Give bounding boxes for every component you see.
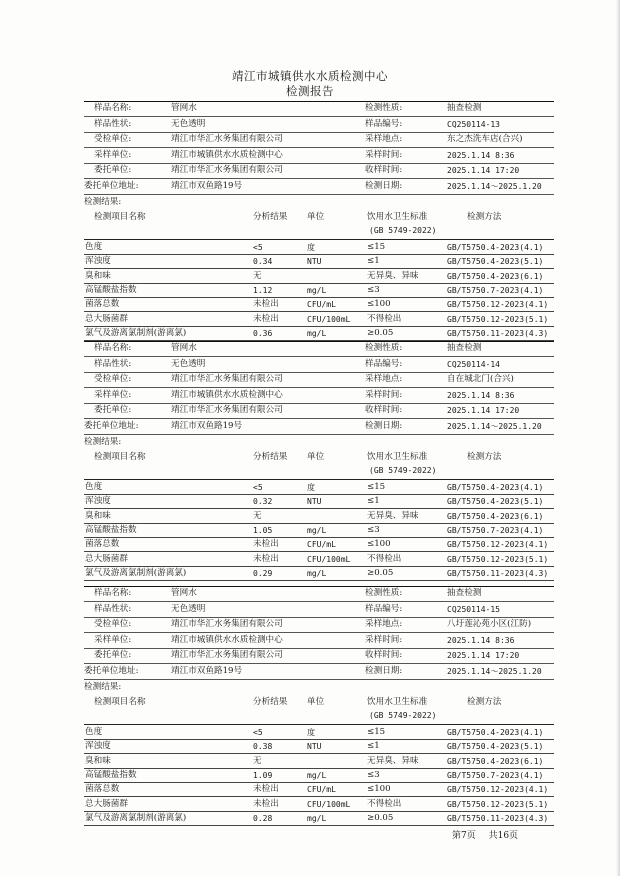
result-row bbox=[84, 255, 554, 268]
item-standard: 无异臭、异味 bbox=[367, 270, 419, 281]
info-row-rule bbox=[84, 679, 554, 680]
item-name: 菌落总数 bbox=[85, 299, 120, 310]
info-row bbox=[84, 373, 554, 386]
item-name: 色度 bbox=[85, 242, 103, 252]
item-name: 菌落总数 bbox=[85, 784, 120, 795]
item-name: 高锰酸盐指数 bbox=[85, 284, 137, 295]
result-row bbox=[84, 284, 554, 297]
item-name: 高锰酸盐指数 bbox=[85, 769, 137, 780]
result-row bbox=[84, 812, 554, 825]
info-row bbox=[84, 634, 554, 647]
results-column-header bbox=[84, 696, 554, 722]
col-standard: 饮用水卫生标准 bbox=[367, 452, 428, 462]
sample-no-label: 样品编号: bbox=[365, 118, 403, 129]
info-row bbox=[84, 649, 554, 662]
info-row bbox=[84, 420, 554, 433]
sample-name-label: 样品名称: bbox=[94, 343, 132, 353]
item-unit: CFU/100mL bbox=[307, 314, 351, 324]
test-date-label: 检测日期: bbox=[365, 180, 403, 191]
item-standard: ≤1 bbox=[367, 256, 380, 267]
result-row bbox=[84, 755, 554, 768]
sample-no-value: CQ250114-15 bbox=[447, 604, 500, 614]
sampling-time-label: 采样时间: bbox=[365, 634, 403, 645]
test-nature-value: 抽查检测 bbox=[447, 588, 482, 598]
item-unit: NTU bbox=[307, 497, 322, 507]
item-result: 0.36 bbox=[253, 328, 273, 338]
item-unit: CFU/mL bbox=[307, 785, 336, 795]
col-standard-code: (GB 5749-2022) bbox=[369, 711, 437, 720]
info-row bbox=[84, 404, 554, 417]
item-unit: CFU/100mL bbox=[307, 554, 351, 564]
item-method: GB/T5750.11-2023(4.3) bbox=[447, 813, 549, 823]
item-name: 臭和味 bbox=[85, 755, 111, 766]
col-result: 分析结果 bbox=[253, 697, 288, 707]
item-method: GB/T5750.4-2023(6.1) bbox=[447, 271, 544, 281]
sample-no-label: 样品编号: bbox=[365, 358, 403, 369]
client-address-value: 靖江市双鱼路19号 bbox=[171, 420, 243, 431]
item-result: 1.12 bbox=[253, 285, 273, 295]
item-standard: 无异臭、异味 bbox=[367, 755, 419, 766]
item-standard: ≤100 bbox=[367, 539, 391, 550]
info-row bbox=[84, 587, 554, 600]
result-row bbox=[84, 270, 554, 283]
sample-name-value: 管网水 bbox=[171, 588, 197, 598]
item-result: 无 bbox=[253, 755, 262, 766]
sampling-time-value: 2025.1.14 8:36 bbox=[447, 150, 515, 160]
result-row bbox=[84, 740, 554, 753]
receive-time-label: 收样时间: bbox=[365, 405, 403, 415]
results-heading bbox=[84, 196, 554, 209]
report-org-title: 靖江市城镇供水水质检测中心 bbox=[232, 69, 388, 83]
inspected-unit-label: 受检单位: bbox=[94, 619, 132, 629]
item-unit: NTU bbox=[307, 742, 322, 752]
info-row bbox=[84, 118, 554, 131]
item-unit: 度 bbox=[307, 243, 315, 252]
sampling-time-label: 采样时间: bbox=[365, 389, 403, 400]
client-unit-label: 委托单位: bbox=[94, 650, 132, 660]
info-row bbox=[84, 102, 554, 115]
sampling-unit-label: 采样单位: bbox=[94, 634, 132, 645]
info-row bbox=[84, 389, 554, 402]
item-standard: ≤15 bbox=[367, 482, 386, 492]
item-name: 总大肠菌群 bbox=[85, 313, 128, 324]
receive-time-value: 2025.1.14 17:20 bbox=[447, 166, 520, 175]
sample-name-value: 管网水 bbox=[171, 343, 197, 353]
sample-nature-value: 无色透明 bbox=[171, 358, 206, 369]
item-method: GB/T5750.4-2023(4.1) bbox=[447, 728, 544, 737]
test-nature-label: 检测性质: bbox=[365, 343, 403, 353]
item-standard: ≤100 bbox=[367, 299, 391, 310]
results-label: 检测结果: bbox=[84, 682, 122, 692]
sampling-site-label: 采样地点: bbox=[365, 134, 403, 144]
col-standard: 饮用水卫生标准 bbox=[367, 212, 428, 222]
item-method: GB/T5750.4-2023(4.1) bbox=[447, 483, 544, 492]
sampling-unit-value: 靖江市城镇供水水质检测中心 bbox=[171, 634, 283, 645]
result-row-rule bbox=[84, 580, 554, 581]
result-row bbox=[84, 524, 554, 537]
item-unit: CFU/mL bbox=[307, 540, 336, 550]
item-unit: mg/L bbox=[307, 328, 327, 338]
item-name: 浑浊度 bbox=[85, 741, 111, 752]
result-row bbox=[84, 327, 554, 340]
page-number: 第7页 bbox=[452, 831, 476, 841]
item-result: 未检出 bbox=[253, 313, 279, 324]
client-unit-value: 靖江市华汇水务集团有限公司 bbox=[171, 650, 283, 660]
inspected-unit-value: 靖江市华汇水务集团有限公司 bbox=[171, 619, 283, 629]
col-standard: 饮用水卫生标准 bbox=[367, 697, 428, 707]
item-method: GB/T5750.12-2023(4.1) bbox=[447, 300, 549, 310]
results-column-header bbox=[84, 451, 554, 477]
test-date-value: 2025.1.14～2025.1.20 bbox=[447, 181, 542, 191]
item-result: <5 bbox=[253, 728, 263, 737]
header-rule bbox=[84, 724, 554, 725]
item-name: 色度 bbox=[85, 727, 103, 737]
item-result: 0.38 bbox=[253, 742, 273, 752]
item-name: 总大肠菌群 bbox=[85, 798, 128, 809]
scan-edge bbox=[616, 0, 620, 876]
item-name: 氯气及游离氯制剂(游离氯) bbox=[85, 812, 187, 823]
item-name: 总大肠菌群 bbox=[85, 553, 128, 564]
col-result: 分析结果 bbox=[253, 212, 288, 222]
client-address-value: 靖江市双鱼路19号 bbox=[171, 180, 243, 191]
item-standard: ≤3 bbox=[367, 284, 380, 295]
item-method: GB/T5750.7-2023(4.1) bbox=[447, 770, 544, 780]
item-name: 菌落总数 bbox=[85, 539, 120, 550]
item-result: 0.34 bbox=[253, 257, 273, 267]
item-name: 浑浊度 bbox=[85, 496, 111, 507]
sampling-site-label: 采样地点: bbox=[365, 374, 403, 384]
result-row bbox=[84, 769, 554, 782]
item-standard: ≤1 bbox=[367, 496, 380, 507]
col-method: 检测方法 bbox=[467, 697, 502, 707]
test-nature-label: 检测性质: bbox=[365, 588, 403, 598]
client-unit-label: 委托单位: bbox=[94, 405, 132, 415]
inspected-unit-value: 靖江市华汇水务集团有限公司 bbox=[171, 374, 283, 384]
item-unit: 度 bbox=[307, 483, 315, 492]
col-method: 检测方法 bbox=[467, 452, 502, 462]
item-standard: ≥0.05 bbox=[367, 327, 394, 338]
item-method: GB/T5750.4-2023(5.1) bbox=[447, 497, 544, 507]
item-method: GB/T5750.12-2023(4.1) bbox=[447, 540, 549, 550]
item-method: GB/T5750.4-2023(4.1) bbox=[447, 243, 544, 252]
client-unit-value: 靖江市华汇水务集团有限公司 bbox=[171, 165, 283, 175]
item-result: 1.05 bbox=[253, 525, 273, 535]
item-unit: mg/L bbox=[307, 568, 327, 578]
item-method: GB/T5750.4-2023(6.1) bbox=[447, 511, 544, 521]
client-address-value: 靖江市双鱼路19号 bbox=[171, 665, 243, 676]
sampling-site-value: 自在城北门(合兴) bbox=[447, 374, 514, 384]
item-standard: ≥0.05 bbox=[367, 812, 394, 823]
sample-no-value: CQ250114-13 bbox=[447, 119, 500, 129]
info-row bbox=[84, 342, 554, 355]
test-nature-label: 检测性质: bbox=[365, 103, 403, 113]
item-name: 浑浊度 bbox=[85, 256, 111, 267]
sampling-site-value: 东之杰洗车店(合兴) bbox=[447, 134, 523, 144]
result-row bbox=[84, 495, 554, 508]
item-standard: ≤15 bbox=[367, 727, 386, 737]
result-row bbox=[84, 241, 554, 254]
item-unit: CFU/mL bbox=[307, 300, 336, 310]
client-address-label: 委托单位地址: bbox=[84, 180, 139, 191]
item-method: GB/T5750.12-2023(4.1) bbox=[447, 785, 549, 795]
result-row bbox=[84, 783, 554, 796]
item-name: 高锰酸盐指数 bbox=[85, 524, 137, 535]
sampling-site-value: 八圩莲沁苑小区(江防) bbox=[447, 619, 532, 629]
item-unit: mg/L bbox=[307, 285, 327, 295]
item-result: 0.28 bbox=[253, 813, 273, 823]
test-nature-value: 抽查检测 bbox=[447, 343, 482, 353]
item-standard: 不得检出 bbox=[367, 553, 402, 564]
receive-time-label: 收样时间: bbox=[365, 650, 403, 660]
info-row-rule bbox=[84, 434, 554, 435]
col-standard-code: (GB 5749-2022) bbox=[369, 226, 437, 235]
item-standard: ≥0.05 bbox=[367, 567, 394, 578]
item-result: 未检出 bbox=[253, 798, 279, 809]
item-result: 无 bbox=[253, 270, 262, 281]
receive-time-value: 2025.1.14 17:20 bbox=[447, 406, 520, 415]
item-unit: mg/L bbox=[307, 770, 327, 780]
results-label: 检测结果: bbox=[84, 197, 122, 207]
item-unit: mg/L bbox=[307, 525, 327, 535]
col-item-name: 检测项目名称 bbox=[94, 697, 146, 707]
test-date-value: 2025.1.14～2025.1.20 bbox=[447, 666, 542, 676]
sample-no-label: 样品编号: bbox=[365, 603, 403, 614]
result-row bbox=[84, 481, 554, 494]
item-unit: 度 bbox=[307, 728, 315, 737]
item-standard: ≤3 bbox=[367, 524, 380, 535]
results-column-header bbox=[84, 211, 554, 237]
item-standard: ≤100 bbox=[367, 784, 391, 795]
item-result: 0.29 bbox=[253, 568, 273, 578]
test-date-value: 2025.1.14～2025.1.20 bbox=[447, 421, 542, 431]
sampling-time-value: 2025.1.14 8:36 bbox=[447, 390, 515, 400]
info-row bbox=[84, 164, 554, 177]
header-rule bbox=[84, 239, 554, 240]
item-name: 臭和味 bbox=[85, 510, 111, 521]
info-row bbox=[84, 133, 554, 146]
item-standard: 不得检出 bbox=[367, 313, 402, 324]
item-unit: NTU bbox=[307, 257, 322, 267]
item-method: GB/T5750.4-2023(6.1) bbox=[447, 756, 544, 766]
item-method: GB/T5750.12-2023(5.1) bbox=[447, 799, 549, 809]
info-row bbox=[84, 180, 554, 193]
result-row bbox=[84, 726, 554, 739]
inspected-unit-label: 受检单位: bbox=[94, 374, 132, 384]
item-standard: 不得检出 bbox=[367, 798, 402, 809]
sample-nature-label: 样品性状: bbox=[94, 603, 132, 614]
info-row-rule bbox=[84, 194, 554, 195]
receive-time-value: 2025.1.14 17:20 bbox=[447, 651, 520, 660]
report-subtitle: 检测报告 bbox=[286, 84, 334, 98]
item-name: 氯气及游离氯制剂(游离氯) bbox=[85, 567, 187, 578]
header-rule bbox=[84, 479, 554, 480]
results-heading bbox=[84, 436, 554, 449]
results-heading bbox=[84, 681, 554, 694]
item-method: GB/T5750.7-2023(4.1) bbox=[447, 525, 544, 535]
col-standard-code: (GB 5749-2022) bbox=[369, 466, 437, 475]
col-unit: 单位 bbox=[307, 212, 325, 222]
sample-nature-label: 样品性状: bbox=[94, 118, 132, 129]
result-row bbox=[84, 798, 554, 811]
item-method: GB/T5750.12-2023(5.1) bbox=[447, 554, 549, 564]
result-row-rule bbox=[84, 825, 554, 826]
col-method: 检测方法 bbox=[467, 212, 502, 222]
client-unit-value: 靖江市华汇水务集团有限公司 bbox=[171, 405, 283, 415]
result-row bbox=[84, 553, 554, 566]
item-standard: ≤1 bbox=[367, 741, 380, 752]
client-address-label: 委托单位地址: bbox=[84, 420, 139, 431]
col-result: 分析结果 bbox=[253, 452, 288, 462]
sample-name-label: 样品名称: bbox=[94, 103, 132, 113]
info-row bbox=[84, 603, 554, 616]
sample-name-label: 样品名称: bbox=[94, 588, 132, 598]
result-row bbox=[84, 510, 554, 523]
info-row bbox=[84, 665, 554, 678]
info-row bbox=[84, 149, 554, 162]
item-standard: ≤15 bbox=[367, 242, 386, 252]
sampling-unit-label: 采样单位: bbox=[94, 389, 132, 400]
item-name: 色度 bbox=[85, 482, 103, 492]
item-standard: ≤3 bbox=[367, 769, 380, 780]
item-result: 未检出 bbox=[253, 553, 279, 564]
result-row bbox=[84, 538, 554, 551]
sampling-unit-label: 采样单位: bbox=[94, 149, 132, 160]
page-footer bbox=[452, 828, 528, 841]
col-item-name: 检测项目名称 bbox=[94, 212, 146, 222]
info-row bbox=[84, 618, 554, 631]
sample-nature-label: 样品性状: bbox=[94, 358, 132, 369]
inspected-unit-value: 靖江市华汇水务集团有限公司 bbox=[171, 134, 283, 144]
item-result: 未检出 bbox=[253, 299, 279, 310]
item-method: GB/T5750.12-2023(5.1) bbox=[447, 314, 549, 324]
item-result: <5 bbox=[253, 483, 263, 492]
item-result: 1.09 bbox=[253, 770, 273, 780]
sample-nature-value: 无色透明 bbox=[171, 118, 206, 129]
sampling-site-label: 采样地点: bbox=[365, 619, 403, 629]
item-result: 0.32 bbox=[253, 497, 273, 507]
item-method: GB/T5750.11-2023(4.3) bbox=[447, 568, 549, 578]
col-unit: 单位 bbox=[307, 697, 325, 707]
item-name: 氯气及游离氯制剂(游离氯) bbox=[85, 327, 187, 338]
results-label: 检测结果: bbox=[84, 437, 122, 447]
item-result: <5 bbox=[253, 243, 263, 252]
sampling-unit-value: 靖江市城镇供水水质检测中心 bbox=[171, 149, 283, 160]
item-method: GB/T5750.4-2023(5.1) bbox=[447, 257, 544, 267]
info-row bbox=[84, 358, 554, 371]
item-unit: CFU/100mL bbox=[307, 799, 351, 809]
client-address-label: 委托单位地址: bbox=[84, 665, 139, 676]
result-row bbox=[84, 298, 554, 311]
receive-time-label: 收样时间: bbox=[365, 165, 403, 175]
sampling-time-label: 采样时间: bbox=[365, 149, 403, 160]
item-unit: mg/L bbox=[307, 813, 327, 823]
sample-no-value: CQ250114-14 bbox=[447, 359, 500, 369]
sample-name-value: 管网水 bbox=[171, 103, 197, 113]
page-total: 共16页 bbox=[488, 831, 519, 841]
item-name: 臭和味 bbox=[85, 270, 111, 281]
item-result: 未检出 bbox=[253, 539, 279, 550]
item-method: GB/T5750.11-2023(4.3) bbox=[447, 328, 549, 338]
client-unit-label: 委托单位: bbox=[94, 165, 132, 175]
test-date-label: 检测日期: bbox=[365, 420, 403, 431]
test-date-label: 检测日期: bbox=[365, 665, 403, 676]
col-item-name: 检测项目名称 bbox=[94, 452, 146, 462]
inspected-unit-label: 受检单位: bbox=[94, 134, 132, 144]
sample-nature-value: 无色透明 bbox=[171, 603, 206, 614]
item-result: 无 bbox=[253, 510, 262, 521]
sampling-time-value: 2025.1.14 8:36 bbox=[447, 635, 515, 645]
col-unit: 单位 bbox=[307, 452, 325, 462]
item-standard: 无异臭、异味 bbox=[367, 510, 419, 521]
item-method: GB/T5750.7-2023(4.1) bbox=[447, 285, 544, 295]
sampling-unit-value: 靖江市城镇供水水质检测中心 bbox=[171, 389, 283, 400]
result-row bbox=[84, 567, 554, 580]
test-nature-value: 抽查检测 bbox=[447, 103, 482, 113]
item-method: GB/T5750.4-2023(5.1) bbox=[447, 742, 544, 752]
item-result: 未检出 bbox=[253, 784, 279, 795]
result-row bbox=[84, 313, 554, 326]
